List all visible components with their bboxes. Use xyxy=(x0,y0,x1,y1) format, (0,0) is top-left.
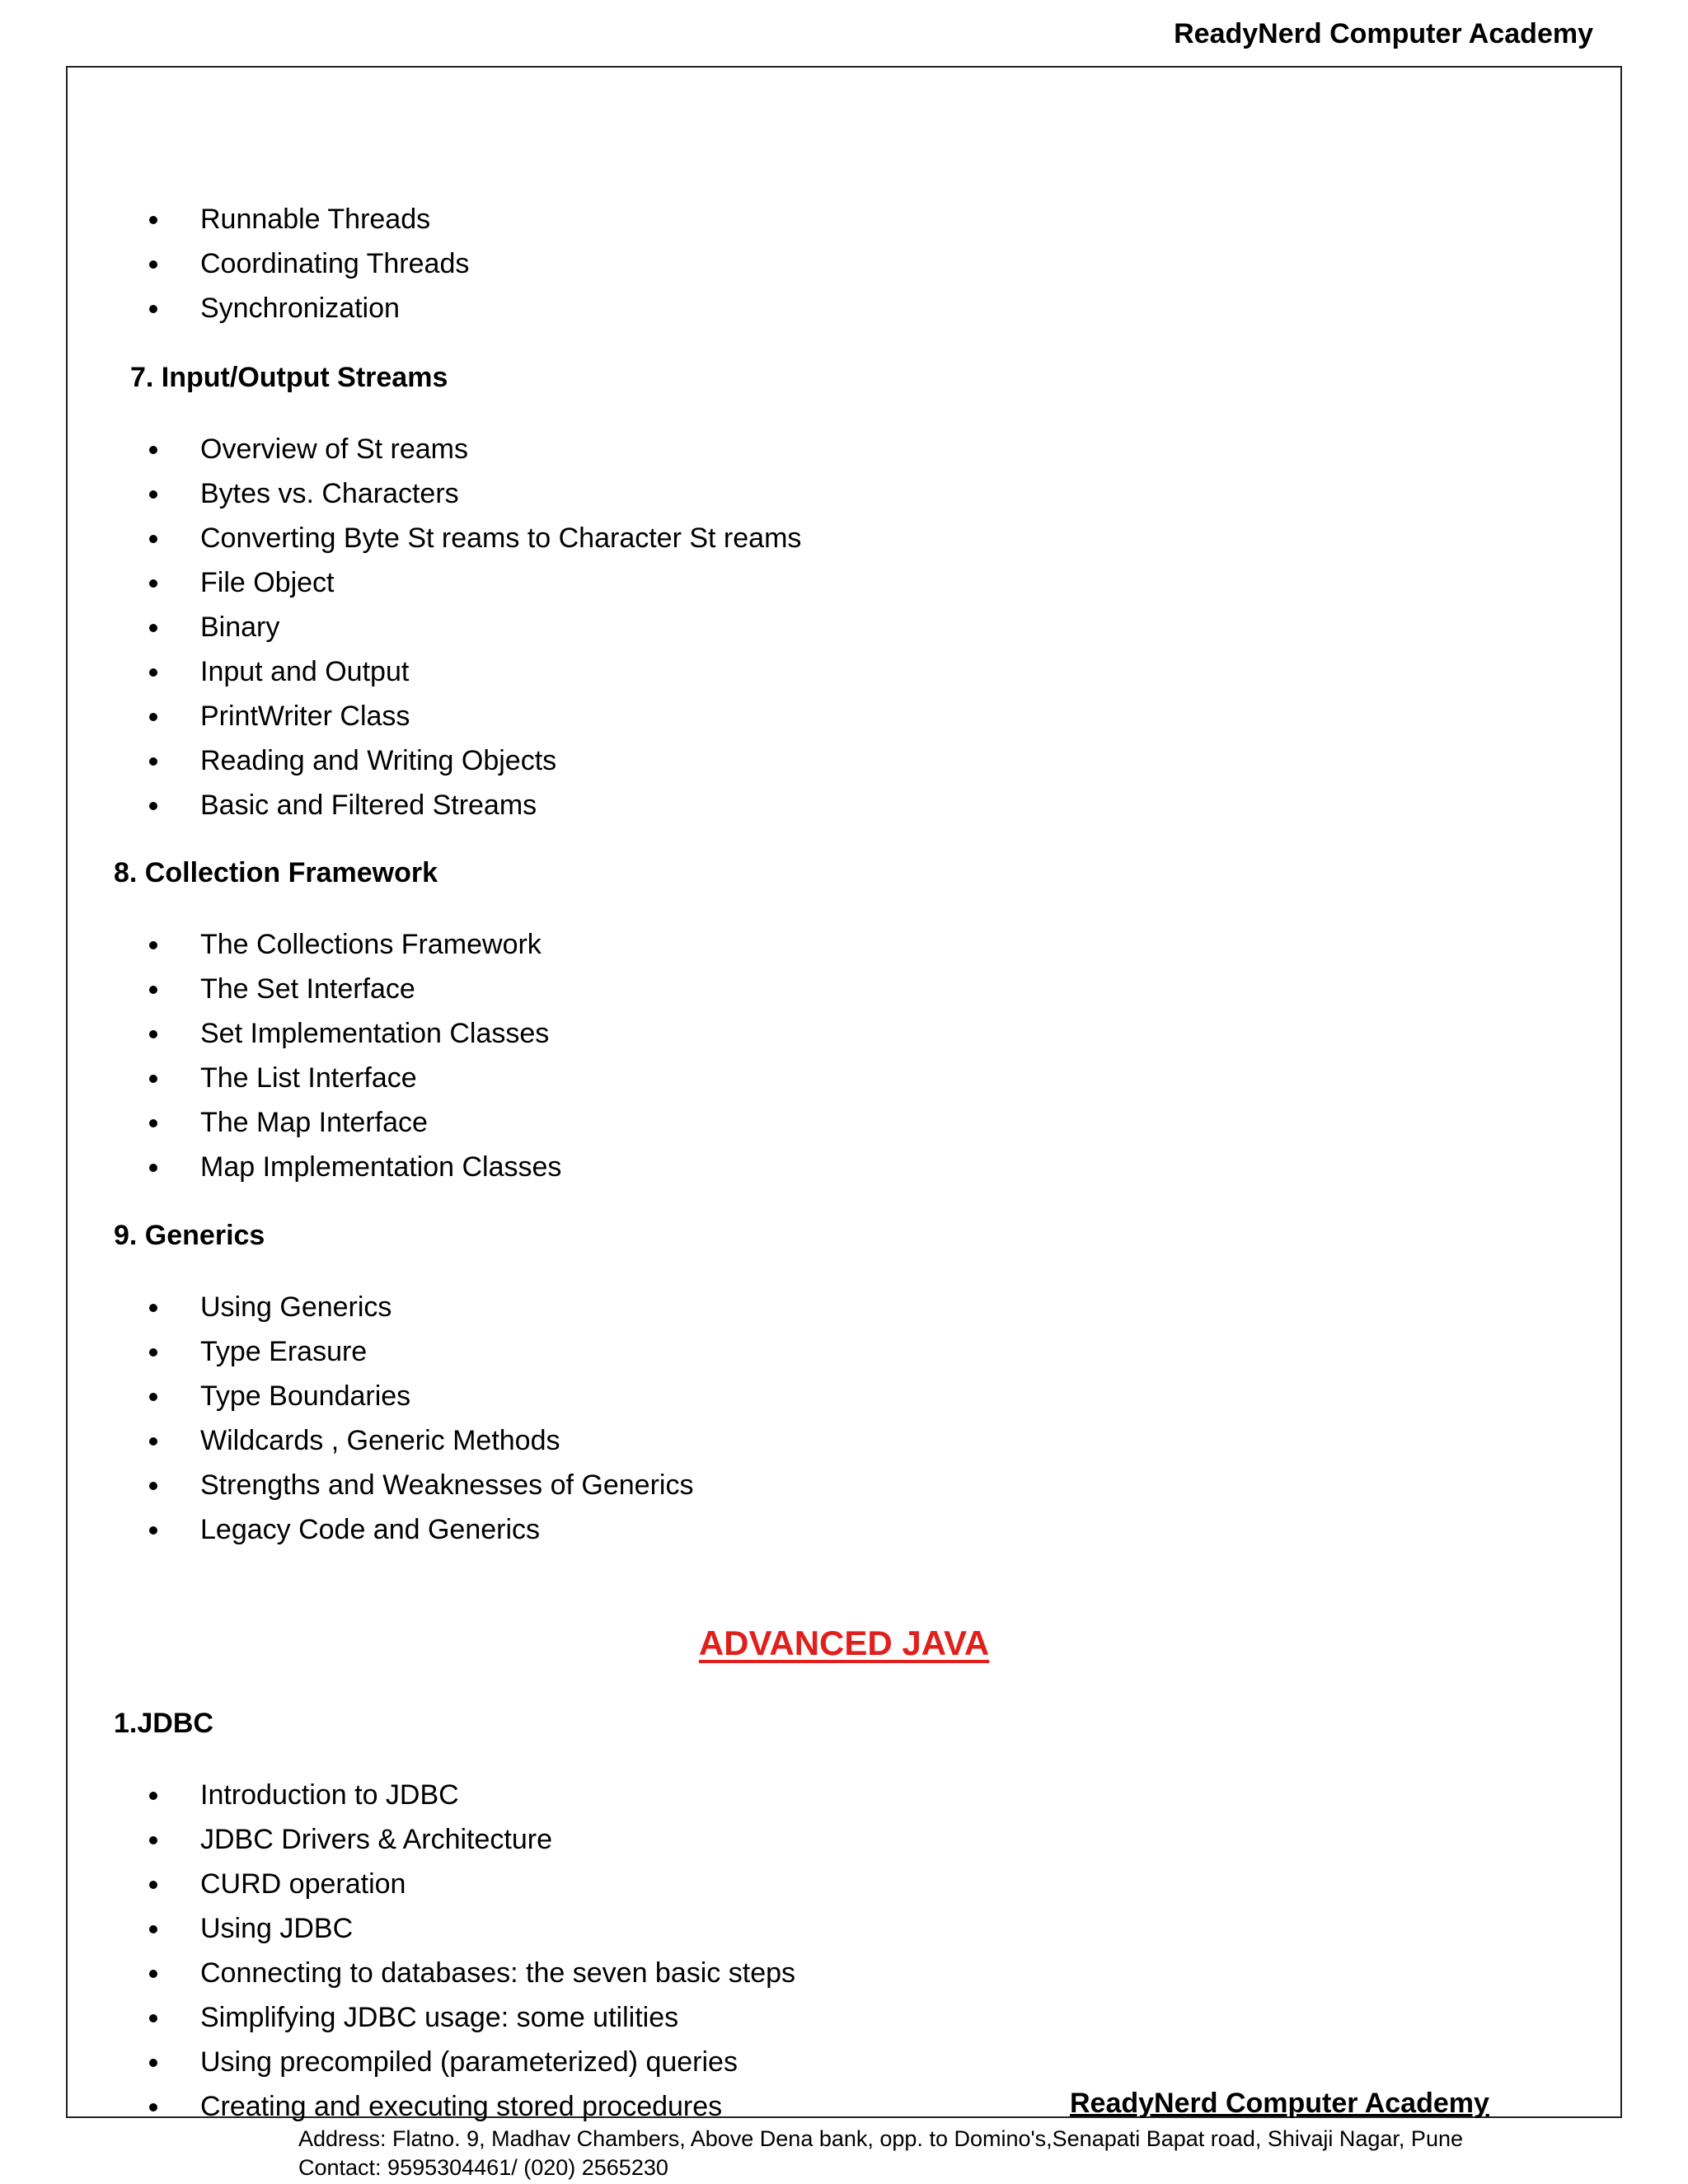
list-item: Wildcards , Generic Methods xyxy=(68,1418,1620,1463)
list-item: Introduction to JDBC xyxy=(68,1773,1620,1817)
list-item: Converting Byte St reams to Character St reams xyxy=(68,516,1620,560)
bullet-icon xyxy=(149,713,157,721)
list-item: File Object xyxy=(68,560,1620,605)
list-item: The List Interface xyxy=(68,1056,1620,1100)
page-frame xyxy=(66,66,1622,2122)
bullet-icon xyxy=(149,757,157,766)
bullet-icon xyxy=(149,305,157,313)
list-item: Using JDBC xyxy=(68,1906,1620,1951)
list-item: Legacy Code and Generics xyxy=(68,1507,1620,1552)
bullet-icon xyxy=(149,1348,157,1357)
bullet-icon xyxy=(149,1925,157,1933)
bullet-icon xyxy=(149,446,157,454)
io-streams-list xyxy=(68,427,1620,827)
header-academy-name: ReadyNerd Computer Academy xyxy=(1174,18,1593,49)
list-item: Type Erasure xyxy=(68,1329,1620,1374)
list-item: Type Boundaries xyxy=(68,1374,1620,1418)
list-item: Using precompiled (parameterized) queries xyxy=(68,2040,1620,2084)
collections-list xyxy=(68,922,1620,1189)
bullet-icon xyxy=(149,1437,157,1446)
list-item: The Set Interface xyxy=(68,967,1620,1011)
list-item: Bytes vs. Characters xyxy=(68,471,1620,516)
section-heading-io: 7. Input/Output Streams xyxy=(130,362,448,393)
bullet-icon xyxy=(149,490,157,499)
bullet-icon xyxy=(149,1836,157,1844)
list-item: The Map Interface xyxy=(68,1100,1620,1145)
list-item: Overview of St reams xyxy=(68,427,1620,471)
section-heading-jdbc: 1.JDBC xyxy=(114,1708,213,1739)
bullet-icon xyxy=(149,260,157,269)
list-item: CURD operation xyxy=(68,1862,1620,1906)
bullet-icon xyxy=(149,2059,157,2067)
list-item: Runnable Threads xyxy=(68,197,1620,241)
footer-academy-name: ReadyNerd Computer Academy xyxy=(1070,2088,1489,2119)
list-item: Set Implementation Classes xyxy=(68,1011,1620,1056)
footer-address: Address: Flatno. 9, Madhav Chambers, Above Dena bank, opp. to Domino's,Senapati Bapat road, Shivaji Nagar, Pune xyxy=(298,2126,1463,2151)
list-item: Basic and Filtered Streams xyxy=(68,783,1620,827)
threads-list xyxy=(68,197,1620,330)
list-item: Creating and executing stored procedures xyxy=(68,2084,1620,2129)
bullet-icon xyxy=(149,535,157,543)
list-item: JDBC Drivers & Architecture xyxy=(68,1817,1620,1862)
bullet-icon xyxy=(149,668,157,677)
list-item: Simplifying JDBC usage: some utilities xyxy=(68,1995,1620,2040)
list-item: Synchronization xyxy=(68,286,1620,330)
bullet-icon xyxy=(149,624,157,632)
section-heading-collections: 8. Collection Framework xyxy=(114,857,438,888)
list-item: Coordinating Threads xyxy=(68,241,1620,286)
footer-contact: Contact: 9595304461/ (020) 2565230 xyxy=(298,2155,668,2180)
bullet-icon xyxy=(149,1075,157,1083)
list-item: Binary xyxy=(68,605,1620,649)
list-item: The Collections Framework xyxy=(68,922,1620,967)
bullet-icon xyxy=(149,1393,157,1401)
list-item: Map Implementation Classes xyxy=(68,1145,1620,1189)
bullet-icon xyxy=(149,1881,157,1889)
bullet-icon xyxy=(149,1970,157,1978)
bullet-icon xyxy=(149,1482,157,1490)
bullet-icon xyxy=(149,2103,157,2111)
bullet-icon xyxy=(149,216,157,224)
list-item: Strengths and Weaknesses of Generics xyxy=(68,1463,1620,1507)
list-item: Reading and Writing Objects xyxy=(68,738,1620,783)
jdbc-list xyxy=(68,1773,1620,2129)
bullet-icon xyxy=(149,1030,157,1038)
bullet-icon xyxy=(149,579,157,588)
list-item: PrintWriter Class xyxy=(68,694,1620,738)
bullet-icon xyxy=(149,941,157,949)
bullet-icon xyxy=(149,1526,157,1535)
bullet-icon xyxy=(149,1164,157,1172)
list-item: Using Generics xyxy=(68,1285,1620,1329)
list-item: Connecting to databases: the seven basic steps xyxy=(68,1951,1620,1995)
generics-list xyxy=(68,1285,1620,1552)
advanced-java-title: ADVANCED JAVA xyxy=(698,1624,990,1662)
list-item: Input and Output xyxy=(68,649,1620,694)
bullet-icon xyxy=(149,1304,157,1312)
bullet-icon xyxy=(149,1792,157,1800)
bullet-icon xyxy=(149,802,157,810)
bullet-icon xyxy=(149,1119,157,1127)
bullet-icon xyxy=(149,2014,157,2022)
bullet-icon xyxy=(149,986,157,994)
section-heading-generics: 9. Generics xyxy=(114,1220,265,1251)
